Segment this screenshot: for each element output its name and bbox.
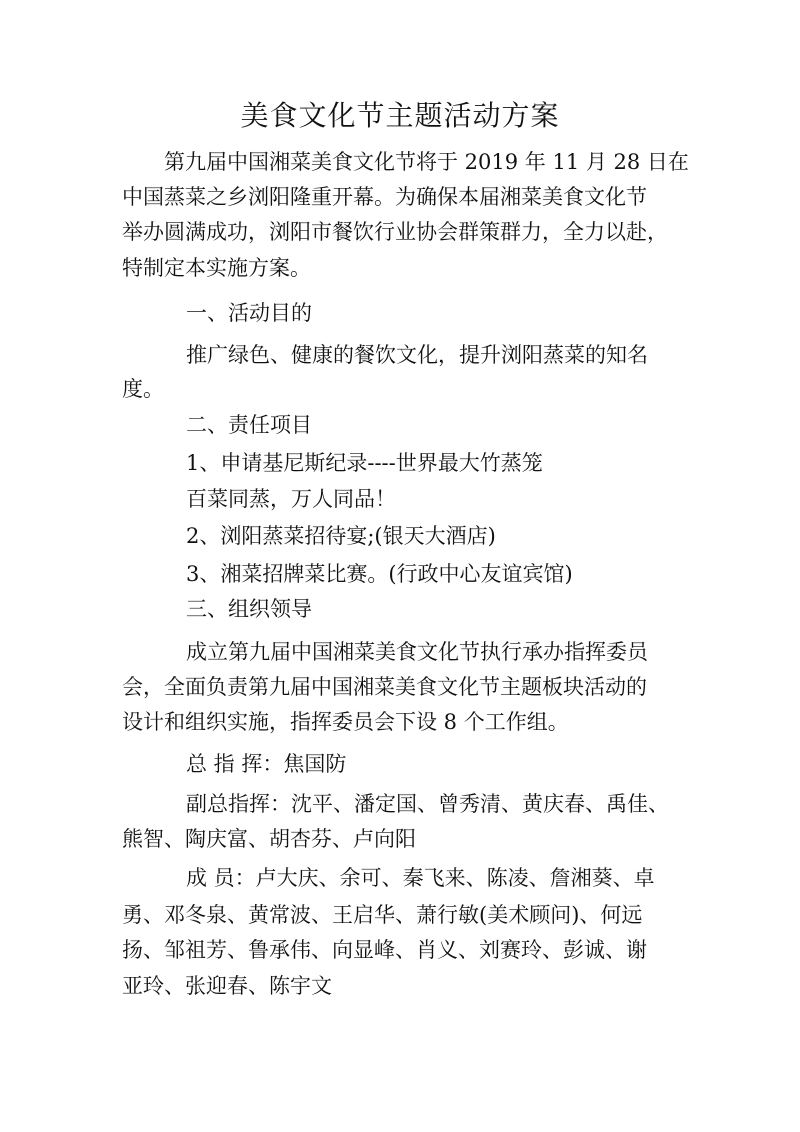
project-item-3: 3、湘菜招牌菜比赛。(行政中心友谊宾馆) bbox=[186, 562, 573, 586]
deputy-commanders-line-2: 熊智、陶庆富、胡杏芬、卢向阳 bbox=[122, 827, 416, 851]
members-line-4: 亚玲、张迎春、陈宇文 bbox=[122, 974, 332, 998]
purpose-line-1: 推广绿色、健康的餐饮文化，提升浏阳蒸菜的知名 bbox=[186, 343, 648, 367]
members-line-3: 扬、邹祖芳、鲁承伟、向显峰、肖义、刘赛玲、彭诚、谢 bbox=[122, 938, 647, 962]
purpose-line-2: 度。 bbox=[122, 377, 164, 401]
intro-line-2: 中国蒸菜之乡浏阳隆重开幕。为确保本届湘菜美食文化节 bbox=[122, 185, 647, 209]
section-heading-purpose: 一、活动目的 bbox=[186, 301, 312, 325]
section-heading-leadership: 三、组织领导 bbox=[186, 597, 312, 621]
members-line-2: 勇、邓冬泉、黄常波、王启华、萧行敏(美术顾问)、何远 bbox=[122, 903, 643, 927]
intro-line-4: 特制定本实施方案。 bbox=[122, 256, 311, 280]
members-line-1: 成 员：卢大庆、余可、秦飞来、陈凌、詹湘葵、卓 bbox=[186, 866, 655, 890]
project-item-1: 1、申请基尼斯纪录----世界最大竹蒸笼 bbox=[186, 451, 543, 475]
leadership-line-1: 成立第九届中国湘菜美食文化节执行承办指挥委员 bbox=[186, 640, 648, 664]
intro-line-1: 第九届中国湘菜美食文化节将于 2019 年 11 月 28 日在 bbox=[164, 150, 689, 174]
leadership-line-3: 设计和组织实施，指挥委员会下设 8 个工作组。 bbox=[122, 710, 569, 734]
intro-line-3: 举办圆满成功，浏阳市餐饮行业协会群策群力，全力以赴， bbox=[122, 220, 668, 244]
section-heading-projects: 二、责任项目 bbox=[186, 413, 312, 437]
project-item-2: 2、浏阳蒸菜招待宴;(银天大酒店) bbox=[186, 524, 496, 548]
leadership-line-2: 会，全面负责第九届中国湘菜美食文化节主题板块活动的 bbox=[122, 675, 647, 699]
chief-commander: 总 指 挥：焦国防 bbox=[186, 752, 347, 776]
deputy-commanders-line-1: 副总指挥：沈平、潘定国、曾秀清、黄庆春、禹佳、 bbox=[186, 792, 669, 816]
document-title: 美食文化节主题活动方案 bbox=[240, 99, 560, 132]
project-item-1-slogan: 百菜同蒸，万人同品！ bbox=[186, 487, 396, 511]
